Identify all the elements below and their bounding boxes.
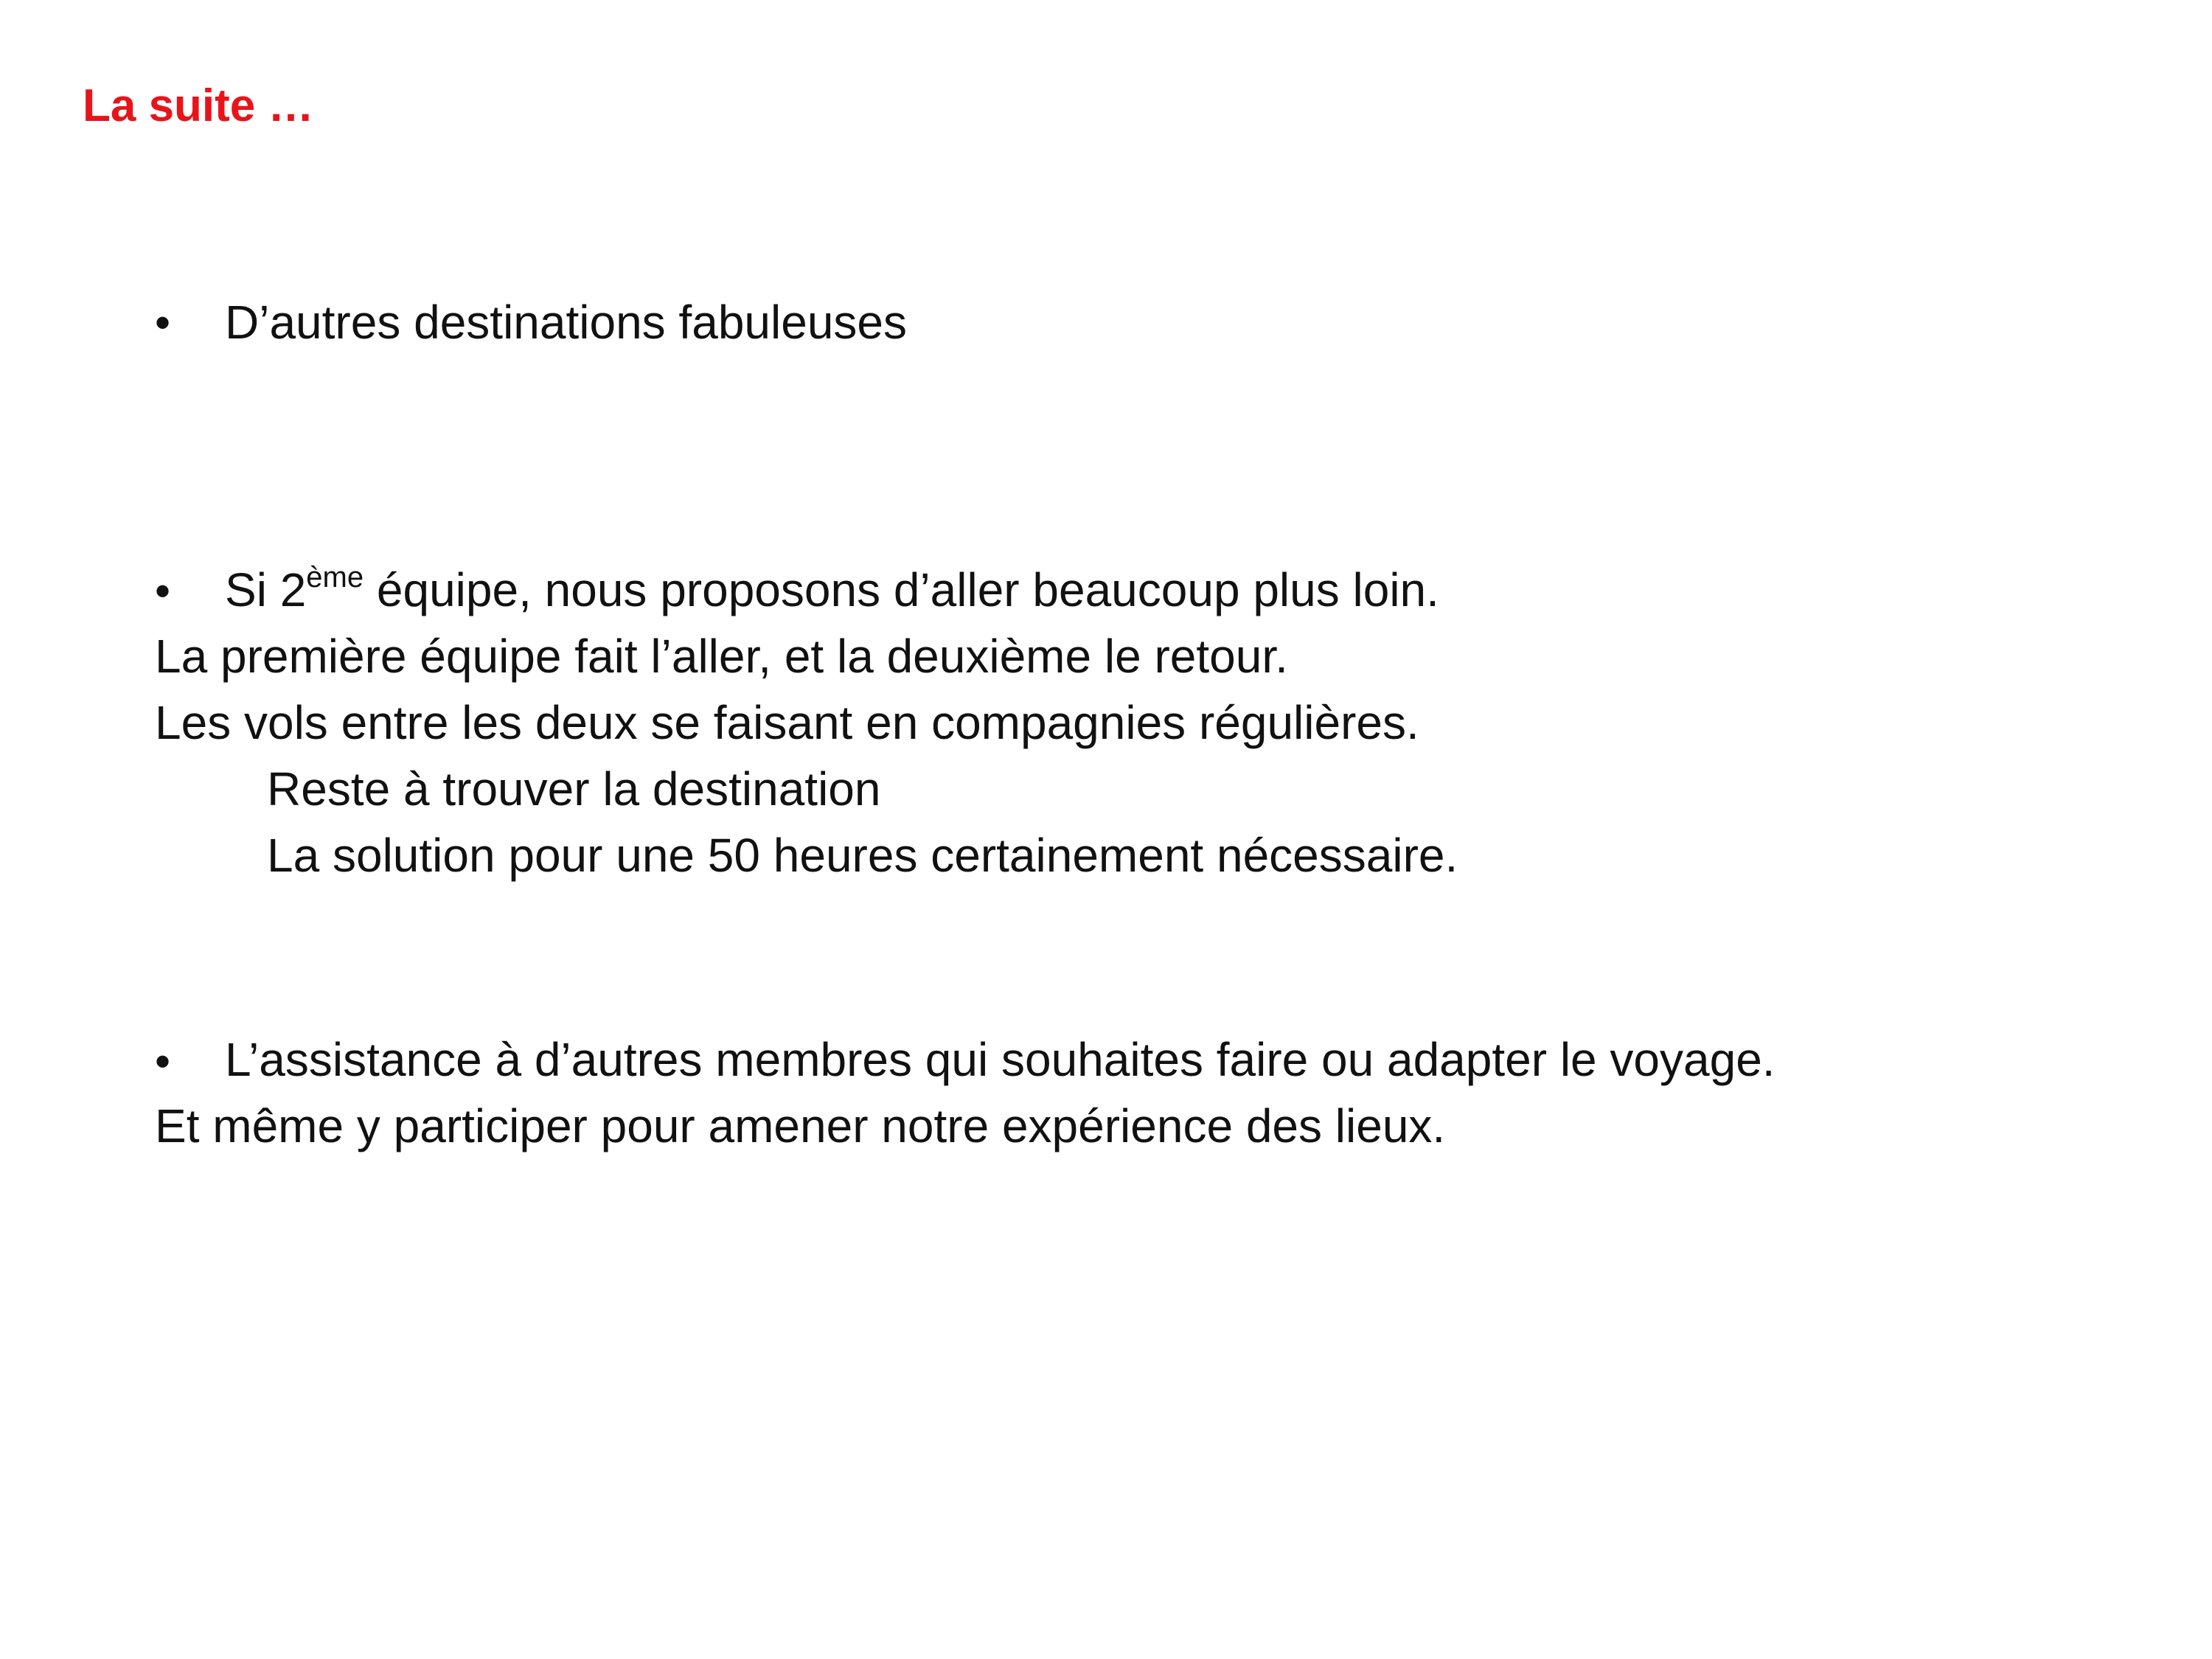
bullet-2-prefix: Si 2	[225, 563, 307, 616]
bullet-2-text	[225, 561, 1439, 616]
bullet-2-suffix: équipe, nous proposons d’aller beaucoup plus loin.	[364, 563, 1439, 616]
bullet-3-text: L’assistance à d’autres membres qui souhaites faire ou adapter le voyage.	[225, 1033, 1775, 1086]
section-2-indent-2: La solution pour une 50 heures certainement nécessaire.	[267, 829, 1458, 882]
bullet-2-superscript: ème	[306, 561, 364, 594]
slide-title: La suite …	[83, 80, 314, 131]
bullet-3: •	[155, 1037, 171, 1086]
bullet-1-text: D’autres destinations fabuleuses	[225, 296, 907, 349]
section-3-line-2: Et même y participer pour amener notre expérience des lieux.	[155, 1099, 1446, 1152]
section-2-line-3: Les vols entre les deux se faisant en compagnies régulières.	[155, 696, 1419, 749]
section-2-line-2: La première équipe fait l’aller, et la deuxième le retour.	[155, 630, 1288, 683]
bullet-1: •	[155, 298, 171, 347]
section-2-indent-1: Reste à trouver la destination	[267, 762, 881, 815]
bullet-2: •	[155, 566, 171, 616]
